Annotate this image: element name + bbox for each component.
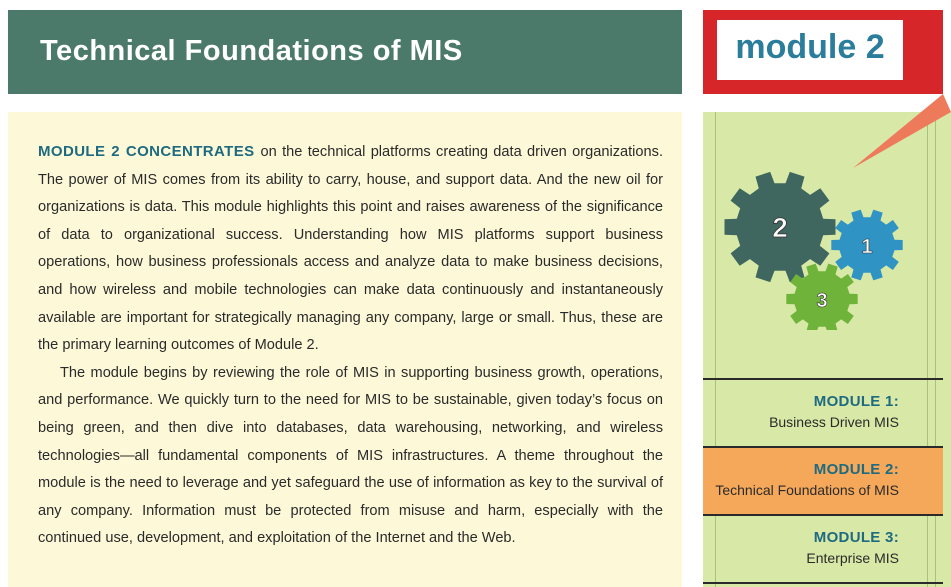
module-2-item[interactable] [703, 448, 943, 514]
module-2-label: MODULE 2: [813, 461, 899, 478]
module-divider [703, 582, 943, 584]
module-2-name: Technical Foundations of MIS [715, 482, 899, 498]
module-3-label: MODULE 3: [813, 529, 899, 546]
module-badge [703, 10, 943, 94]
gear-3-number: 3 [816, 290, 828, 312]
intro-paragraph-2: The module begins by reviewing the role of MIS in supporting business growth, operations, and performance. We quickly turn to the need for MIS to be sustainable, given today’s focus on being green, and then dive into databases, data warehousing, networking, and wireless technologies—all fundamental components of MIS infrastructures. A theme throughout the module is the need to leverage and yet safeguard the use of information as key to the survival of any company. Information must be protected from misuse and harm, especially with the continued use, development, and exploitation of the Internet and the Web. [38, 364, 663, 547]
intro-text [38, 138, 663, 553]
intro-paragraph-1 [38, 138, 663, 360]
module-1-label: MODULE 1: [813, 393, 899, 410]
lead-in-heading: MODULE 2 CONCENTRATES [38, 143, 255, 160]
module-1-item[interactable] [703, 380, 943, 446]
module-badge-label: module 2 [735, 28, 885, 66]
gear-1-number: 1 [861, 236, 873, 258]
callout-pointer [853, 94, 951, 168]
paragraph-1-text: on the technical platforms creating data driven organizations. The power of MIS comes from its ability to carry, house, and support data. And the new oil for organizations is data. This module highlights this point and raises awareness of the significance of data to organizational success. Understanding how MIS platforms support business operations, how business professionals access and analyze data to make business decisions, and how wireless and mobile technologies can make data continuously and instantaneously available are important for strategically managing any company, large or small. Thus, these are the primary learning outcomes of Module 2. [38, 144, 663, 354]
header-bar [8, 10, 682, 94]
gear-2-number: 2 [772, 212, 788, 243]
module-3-item[interactable] [703, 516, 943, 582]
module-badge-box [717, 20, 903, 80]
page-title: Technical Foundations of MIS [40, 35, 463, 67]
gears-illustration [703, 90, 951, 330]
intro-text-panel [8, 112, 682, 587]
module-1-name: Business Driven MIS [769, 414, 899, 430]
module-3-name: Enterprise MIS [806, 550, 899, 566]
